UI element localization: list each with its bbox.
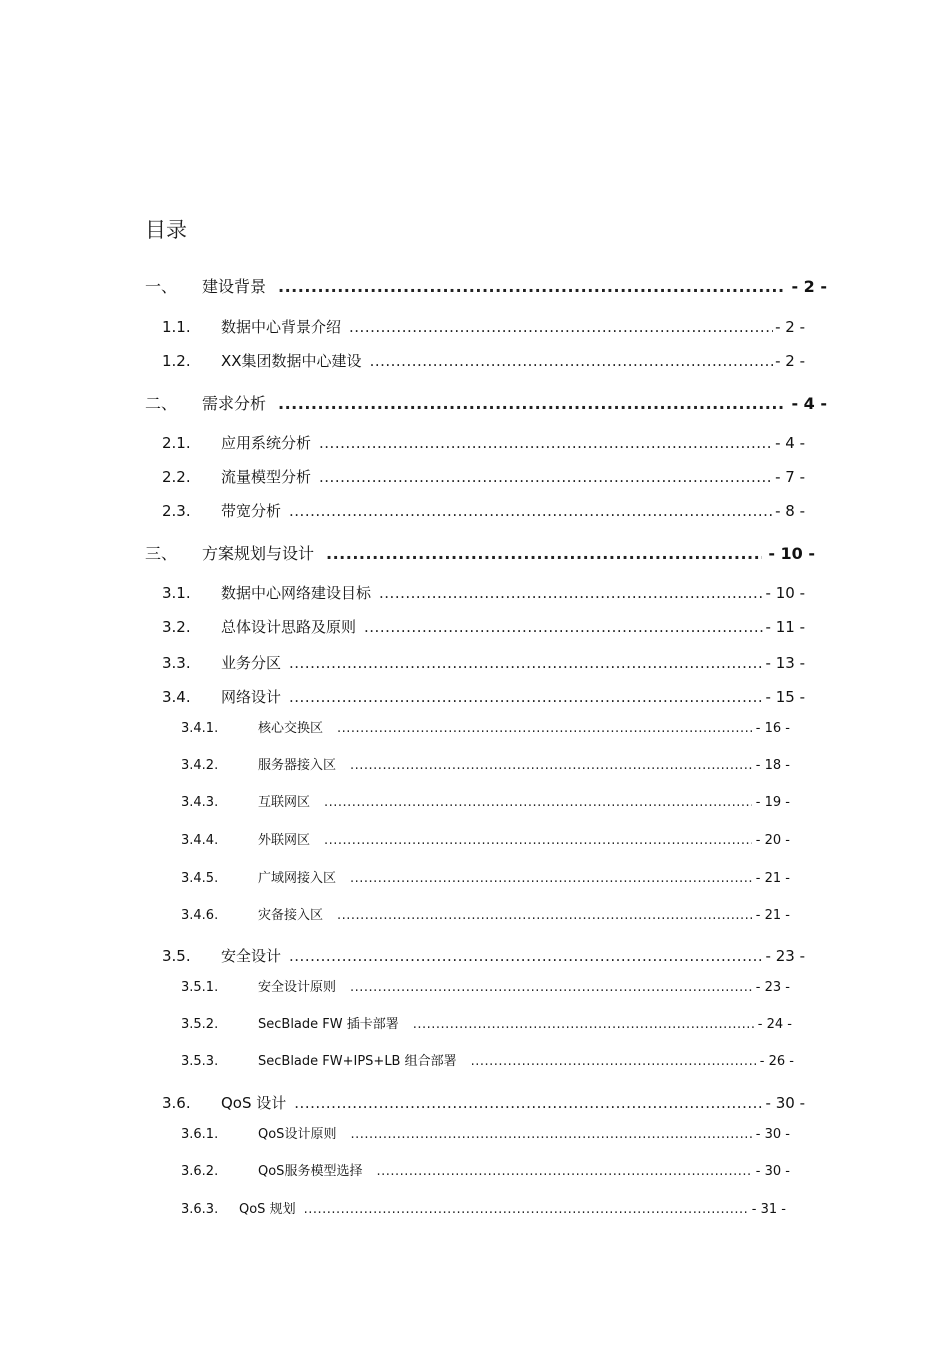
toc-entry-page: - 30 - <box>755 1164 790 1179</box>
toc-entry-number: 3.4. <box>162 688 191 706</box>
toc-entry-level2[interactable] <box>162 500 805 521</box>
toc-entry-page: - 19 - <box>755 795 790 810</box>
toc-entry-number: 3.4.1. <box>181 721 219 736</box>
dot-leader <box>350 871 752 886</box>
toc-entry-level3[interactable] <box>181 754 790 773</box>
toc-entry-level3[interactable] <box>181 1198 786 1217</box>
toc-entry-level2[interactable] <box>162 1092 805 1113</box>
dot-leader <box>376 1164 751 1179</box>
toc-entry-page: - 23 - <box>765 947 805 965</box>
toc-entry-level3[interactable] <box>181 976 790 995</box>
dot-leader <box>350 1127 751 1142</box>
dot-leader <box>370 352 774 370</box>
toc-entry-level2[interactable] <box>162 686 805 707</box>
toc-entry-page: - 8 - <box>775 502 805 520</box>
dot-leader <box>289 654 764 672</box>
dot-leader <box>337 721 752 736</box>
toc-entry-page: - 10 - <box>765 584 805 602</box>
toc-entry-label: 互联网区 <box>258 795 311 810</box>
dot-leader <box>289 947 764 965</box>
dot-leader <box>413 1017 754 1032</box>
toc-entry-number: 1.1. <box>162 318 191 336</box>
toc-entry-level2[interactable] <box>162 466 805 487</box>
toc-entry-number: 3.4.4. <box>181 833 219 848</box>
dot-leader <box>319 468 773 486</box>
dot-leader <box>326 544 762 563</box>
toc-entry-page: - 7 - <box>775 468 805 486</box>
toc-entry-page: - 18 - <box>755 758 790 773</box>
toc-entry-page: - 30 - <box>755 1127 790 1142</box>
toc-entry-number: 3.6.2. <box>181 1164 219 1179</box>
dot-leader <box>350 980 752 995</box>
dot-leader <box>294 1094 763 1112</box>
toc-entry-level2[interactable] <box>162 432 805 453</box>
toc-entry-page: - 4 - <box>791 394 827 413</box>
toc-entry-number: 3.5.1. <box>181 980 219 995</box>
toc-entry-level3[interactable] <box>181 867 790 886</box>
toc-entry-page: - 2 - <box>775 352 805 370</box>
dot-leader <box>350 758 752 773</box>
toc-entry-label: 安全设计 <box>221 947 282 965</box>
toc-entry-number: 2.2. <box>162 468 191 486</box>
toc-entry-level1[interactable] <box>145 541 815 564</box>
dot-leader <box>278 394 785 413</box>
dot-leader <box>364 618 764 636</box>
toc-entry-label: 灾备接入区 <box>258 908 324 923</box>
toc-entry-number: 3.5.2. <box>181 1017 219 1032</box>
toc-entry-number: 三、 <box>145 544 178 563</box>
dot-leader <box>278 277 785 296</box>
toc-entry-label: 方案规划与设计 <box>202 544 315 563</box>
toc-entry-page: - 30 - <box>765 1094 805 1112</box>
toc-entry-page: - 31 - <box>751 1202 786 1217</box>
toc-entry-label: 带宽分析 <box>221 502 282 520</box>
toc-entry-number: 1.2. <box>162 352 191 370</box>
dot-leader <box>349 318 773 336</box>
toc-entry-number: 3.2. <box>162 618 191 636</box>
toc-entry-number: 3.4.2. <box>181 758 219 773</box>
dot-leader <box>324 833 752 848</box>
toc-entry-label: 安全设计原则 <box>258 980 337 995</box>
toc-entry-level3[interactable] <box>181 717 790 736</box>
toc-entry-page: - 26 - <box>759 1054 794 1069</box>
toc-entry-number: 3.6.1. <box>181 1127 219 1142</box>
toc-entry-label: SecBlade FW 插卡部署 <box>258 1017 399 1032</box>
toc-entry-page: - 11 - <box>765 618 805 636</box>
toc-entry-label: 应用系统分析 <box>221 434 312 452</box>
toc-entry-level3[interactable] <box>181 1123 790 1142</box>
toc-entry-page: - 21 - <box>755 871 790 886</box>
toc-entry-level3[interactable] <box>181 1160 790 1179</box>
toc-entry-number: 3.1. <box>162 584 191 602</box>
toc-entry-label: 业务分区 <box>221 654 282 672</box>
toc-entry-level3[interactable] <box>181 1050 794 1069</box>
toc-entry-level3[interactable] <box>181 904 790 923</box>
toc-entry-page: - 20 - <box>755 833 790 848</box>
toc-entry-label: XX集团数据中心建设 <box>221 352 362 370</box>
toc-entry-level3[interactable] <box>181 829 790 848</box>
toc-entry-label: QoS 设计 <box>221 1094 287 1112</box>
dot-leader <box>289 502 773 520</box>
toc-title: 目录 <box>145 218 187 242</box>
toc-entry-level2[interactable] <box>162 350 805 371</box>
toc-entry-level1[interactable] <box>145 391 827 414</box>
dot-leader <box>379 584 764 602</box>
toc-entry-label: 核心交换区 <box>258 721 324 736</box>
toc-entry-number: 3.6. <box>162 1094 191 1112</box>
toc-entry-level3[interactable] <box>181 1013 792 1032</box>
dot-leader <box>304 1202 748 1217</box>
toc-entry-level2[interactable] <box>162 652 805 673</box>
toc-entry-level2[interactable] <box>162 616 805 637</box>
toc-entry-page: - 13 - <box>765 654 805 672</box>
toc-entry-page: - 16 - <box>755 721 790 736</box>
toc-entry-label: QoS服务模型选择 <box>258 1164 363 1179</box>
toc-entry-label: 网络设计 <box>221 688 282 706</box>
toc-entry-number: 3.4.3. <box>181 795 219 810</box>
toc-entry-label: 流量模型分析 <box>221 468 312 486</box>
toc-entry-number: 3.4.5. <box>181 871 219 886</box>
dot-leader <box>319 434 773 452</box>
toc-entry-label: 服务器接入区 <box>258 758 337 773</box>
toc-entry-page: - 15 - <box>765 688 805 706</box>
toc-entry-level1[interactable] <box>145 274 827 297</box>
toc-entry-number: 3.3. <box>162 654 191 672</box>
toc-entry-page: - 21 - <box>755 908 790 923</box>
toc-entry-label: 广域网接入区 <box>258 871 337 886</box>
toc-entry-number: 2.1. <box>162 434 191 452</box>
toc-entry-number: 3.4.6. <box>181 908 219 923</box>
toc-entry-label: QoS设计原则 <box>258 1127 337 1142</box>
toc-entry-level2[interactable] <box>162 945 805 966</box>
dot-leader <box>289 688 764 706</box>
toc-entry-label: 数据中心网络建设目标 <box>221 584 372 602</box>
toc-entry-page: - 23 - <box>755 980 790 995</box>
toc-entry-level2[interactable] <box>162 316 805 337</box>
toc-entry-number: 2.3. <box>162 502 191 520</box>
toc-entry-page: - 24 - <box>757 1017 792 1032</box>
toc-entry-page: - 10 - <box>768 544 815 563</box>
toc-entry-number: 二、 <box>145 394 178 413</box>
toc-entry-label: QoS 规划 <box>239 1202 296 1217</box>
toc-entry-label: SecBlade FW+IPS+LB 组合部署 <box>258 1054 457 1069</box>
toc-entry-label: 需求分析 <box>202 394 267 413</box>
dot-leader <box>471 1054 756 1069</box>
toc-entry-page: - 4 - <box>775 434 805 452</box>
toc-entry-label: 数据中心背景介绍 <box>221 318 342 336</box>
toc-entry-page: - 2 - <box>791 277 827 296</box>
dot-leader <box>337 908 752 923</box>
toc-entry-number: 3.5. <box>162 947 191 965</box>
toc-entry-level3[interactable] <box>181 791 790 810</box>
toc-entry-level2[interactable] <box>162 582 805 603</box>
toc-entry-label: 外联网区 <box>258 833 311 848</box>
toc-entry-page: - 2 - <box>775 318 805 336</box>
toc-entry-label: 建设背景 <box>202 277 267 296</box>
toc-entry-number: 一、 <box>145 277 178 296</box>
toc-entry-number: 3.6.3. <box>181 1202 219 1217</box>
dot-leader <box>324 795 752 810</box>
toc-entry-label: 总体设计思路及原则 <box>221 618 357 636</box>
toc-entry-number: 3.5.3. <box>181 1054 219 1069</box>
